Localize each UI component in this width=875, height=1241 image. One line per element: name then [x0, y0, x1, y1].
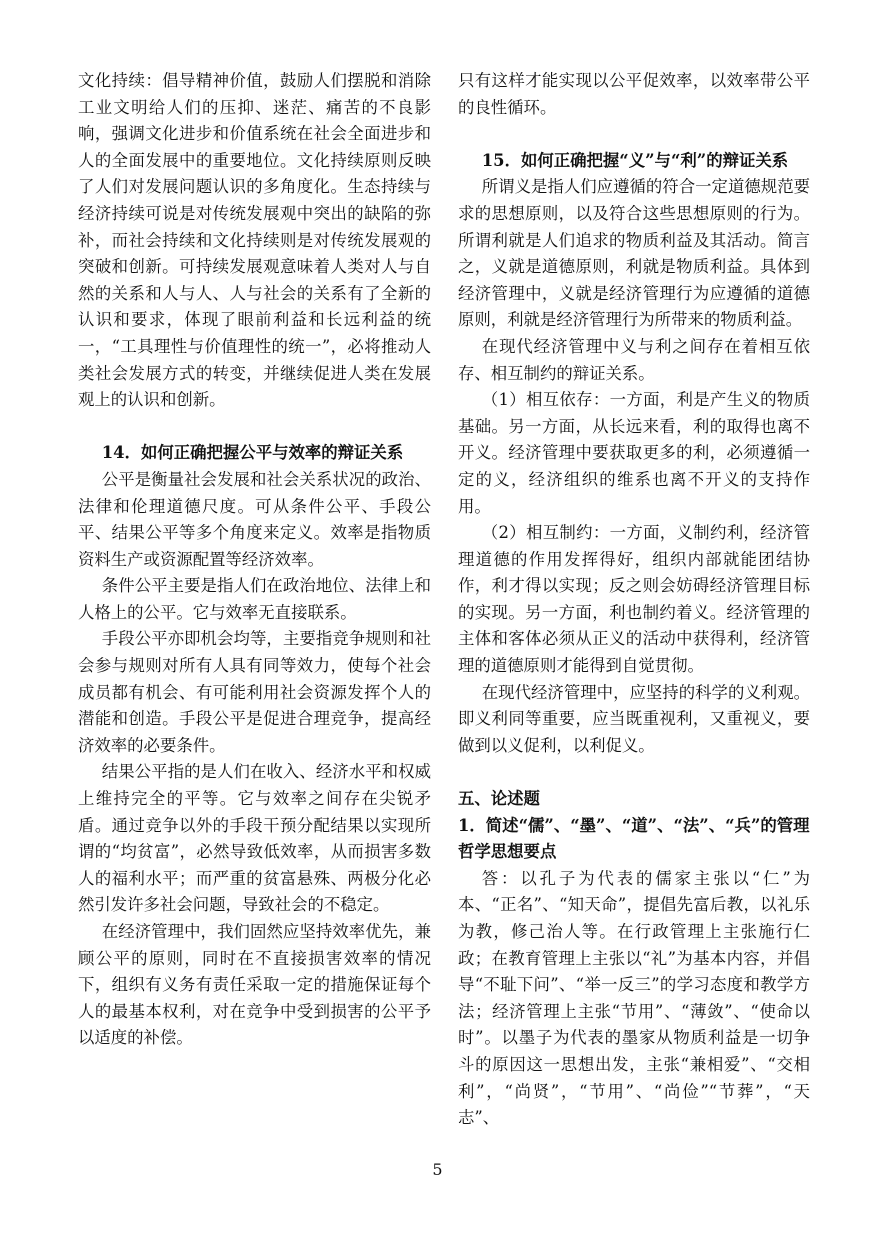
spacer: [458, 121, 810, 148]
section-title: 五、论述题: [458, 789, 540, 809]
spacer: [458, 759, 810, 786]
question-15-paragraph-1: 所谓义是指人们应遵循的符合一定道德规范要求的思想原则，以及符合这些思想原则的行为。所谓利就是人们追求的物质利益及其活动。简言之，义就是道德原则，利就是物质利益。具体到经济管理中，义就是经济管理行为应遵循的道德原则，利就是经济管理行为所带来的物质利益。: [458, 177, 810, 330]
essay-1-title: 1．简述“儒”、“墨”、“道”、“法”、“兵”的管理哲学思想要点: [458, 815, 810, 862]
right-column: [458, 68, 810, 1132]
question-15-title: 15．如何正确把握“义”与“利”的辩证关系: [481, 150, 789, 170]
paragraph-continuation: 文化持续：倡导精神价值，鼓励人们摆脱和消除工业文明给人们的压抑、迷茫、痛苦的不良影响，强调文化进步和价值系统在社会全面进步和人的全面发展中的重要地位。文化持续原则反映了人们对发展问题认识的多角度化。生态持续与经济持续可说是对传统发展观中突出的缺陷的弥补，而社会持续和文化持续则是对传统发展观的突破和创新。可持续发展观意味着人类对人与自然的关系和人与人、人与社会的关系有了全新的认识和要求，体现了眼前利益和长远利益的统一，“工具理性与价值理性的统一”，必将推动人类社会发展方式的转变，并继续促进人类在发展观上的认识和创新。: [78, 71, 431, 410]
question-14-paragraph-5: 在经济管理中，我们固然应坚持效率优先，兼顾公平的原则，同时在不直接损害效率的情况下，组织有义务有责任采取一定的措施保证每个人的最基本权利，对在竞争中受到损害的公平予以适度的补偿。: [78, 922, 431, 1048]
question-14-paragraph-3: 手段公平亦即机会均等，主要指竞争规则和社会参与规则对所有人具有同等效力，使每个社会成员都有机会、有可能利用社会资源发挥个人的潜能和创造。手段公平是促进合理竞争，提高经济效率的必要条件。: [78, 629, 431, 755]
question-14-paragraph-2: 条件公平主要是指人们在政治地位、法律上和人格上的公平。它与效率无直接联系。: [78, 576, 431, 622]
question-14-paragraph-4: 结果公平指的是人们在收入、经济水平和权威上维持完全的平等。它与效率之间存在尖锐矛盾。通过竞争以外的手段干预分配结果以实现所谓的“均贫富”，必然导致低效率，从而损害多数人的福利水平；而严重的贫富悬殊、两极分化必然引发许多社会问题，导致社会的不稳定。: [78, 762, 431, 915]
left-column: [78, 68, 431, 1052]
question-15-paragraph-2: 在现代经济管理中义与利之间存在着相互依存、相互制约的辩证关系。: [458, 336, 810, 383]
question-14-title: 14．如何正确把握公平与效率的辩证关系: [101, 443, 404, 463]
question-15-paragraph-4: （2）相互制约：一方面，义制约利，经济管理道德的作用发挥得好，组织内部就能团结协作，利才得以实现；反之则会妨碍经济管理目标的实现。另一方面，利也制约着义。经济管理的主体和客体必须从正义的活动中获得利，经济管理的道德原则才能得到自觉贯彻。: [458, 523, 810, 676]
question-15-paragraph-3: （1）相互依存：一方面，利是产生义的物质基础。另一方面，从长远来看，利的取得也离不开义。经济管理中要获取更多的利，必须遵循一定的义，经济组织的维系也离不开义的支持作用。: [458, 390, 810, 516]
question-14-paragraph-1: 公平是衡量社会发展和社会关系状况的政治、法律和伦理道德尺度。可从条件公平、手段公平、结果公平等多个角度来定义。效率是指物质资料生产或资源配置等经济效率。: [78, 469, 431, 569]
essay-1-paragraph-1: 答：以孔子为代表的儒家主张以“仁”为本、“正名”、“知天命”，提倡先富后教，以礼乐为教，修己治人等。在行政管理上主张施行仁政；在教育管理上主张以“礼”为基本内容，并倡导“不耻下问”、“举一反三”的学习态度和教学方法；经济管理上主张“节用”、“薄敛”、“使命以时”。以墨子为代表的墨家从物质利益是一切争斗的原因这一思想出发，主张“兼相爱”、“交相利”，“尚贤”，“节用”、“尚俭”“节葬”，“天志”、: [458, 868, 810, 1128]
spacer: [78, 414, 431, 441]
question-14-continuation: 只有这样才能实现以公平促效率，以效率带公平的良性循环。: [458, 71, 810, 117]
page-number: 5: [432, 1160, 443, 1179]
question-15-paragraph-5: 在现代经济管理中，应坚持的科学的义利观。即义利同等重要，应当既重视利，又重视义，要做到以义促利，以利促义。: [458, 682, 810, 755]
